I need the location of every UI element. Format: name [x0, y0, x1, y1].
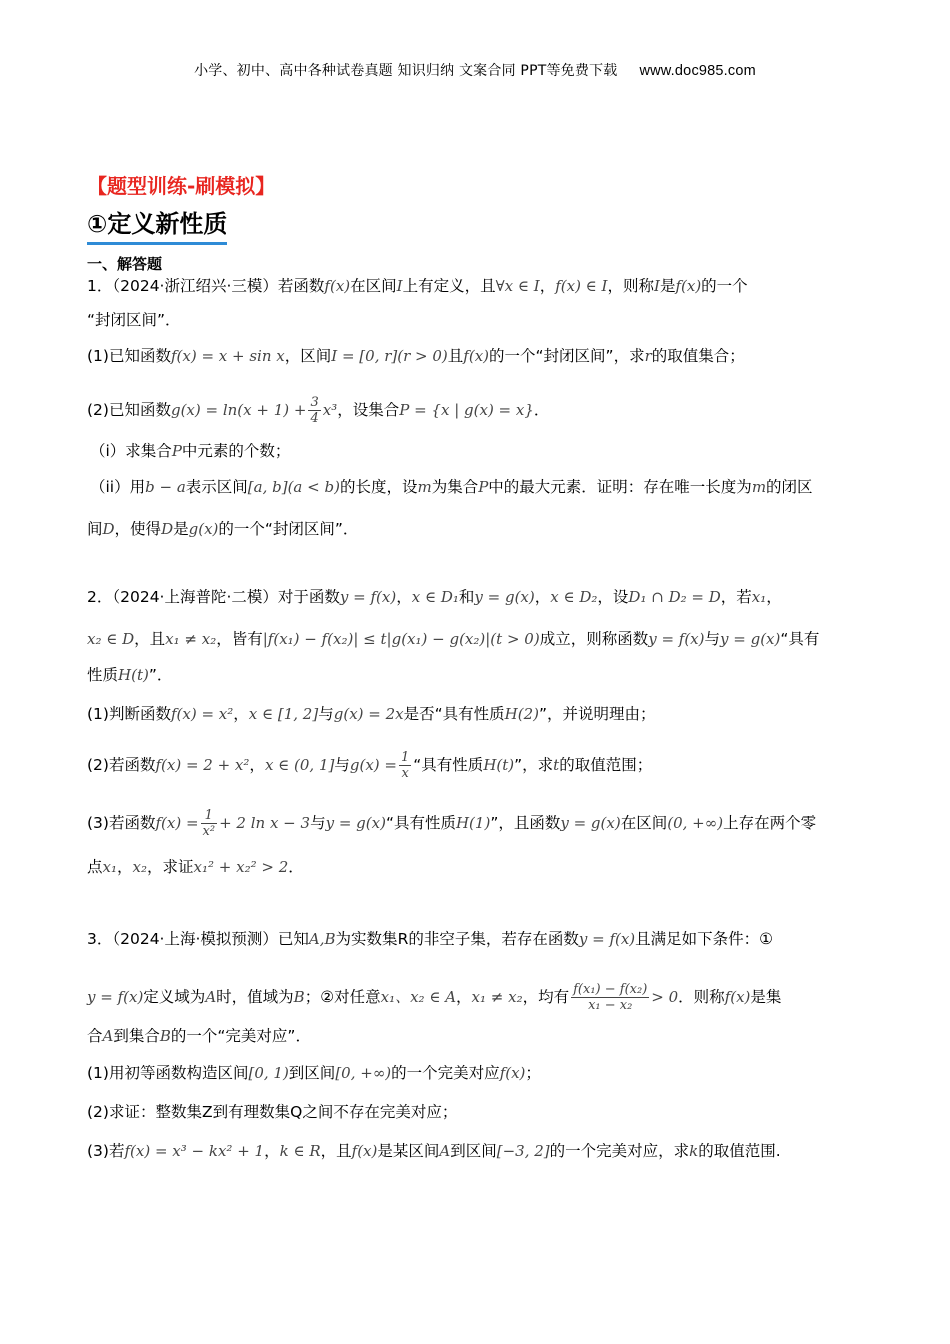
q3-text: ， — [456, 988, 472, 1006]
denominator: x² — [202, 824, 216, 839]
q2-text: 点 — [87, 858, 103, 876]
q2-text: 性质 — [87, 666, 119, 684]
q1-text: ，设集合 — [337, 401, 400, 419]
q2-text: 和 — [458, 588, 475, 606]
q1-text: (2)已知函数 — [87, 401, 171, 419]
math: x₁ ≠ x₂ — [165, 630, 217, 648]
q1-text: ，区间 — [284, 347, 332, 365]
denominator: x — [401, 766, 409, 781]
q1-text: （i）求集合 — [90, 442, 172, 460]
q2-text: (1)判断函数 — [87, 705, 171, 723]
q3-text: (3)若 — [87, 1142, 125, 1160]
math: f(x) — [499, 1064, 526, 1082]
math: + 2 ln x − 3 — [219, 814, 311, 832]
math: Q — [290, 1103, 303, 1121]
q3-text: 的一个完美对应 — [391, 1064, 500, 1082]
q3-text: 是集 — [750, 988, 782, 1006]
math: Z — [201, 1103, 213, 1121]
q1-text: 是 — [659, 277, 676, 295]
q1-text: 上有定义，且 — [402, 277, 496, 295]
math: f(x) = — [155, 814, 199, 832]
q3-text: 的取值范围. — [698, 1142, 781, 1160]
math: r — [644, 347, 652, 365]
math: f(x) — [675, 277, 702, 295]
q1-text: 是 — [173, 520, 189, 538]
math: f(x) — [324, 277, 351, 295]
q2-line-3 — [87, 664, 172, 686]
math: y = f(x) — [648, 630, 705, 648]
math: x₁ ≠ x₂ — [471, 988, 523, 1006]
math: k ∈ R — [279, 1142, 321, 1160]
math: A — [102, 1027, 114, 1045]
q1-text: ，使得 — [114, 520, 162, 538]
numerator: f(x₁) − f(x₂) — [573, 982, 648, 997]
q3-text: 到集合 — [113, 1027, 160, 1045]
q1-text: ， — [539, 277, 556, 295]
math: m — [417, 478, 432, 496]
math: A — [205, 988, 217, 1006]
q2-text: 与 — [704, 630, 721, 648]
q2-text: ，皆有 — [216, 630, 263, 648]
q1-line-2: “封闭区间”． — [87, 311, 181, 329]
math: k — [689, 1142, 699, 1160]
math: b − a — [145, 478, 186, 496]
q1-text: 的取值集合； — [651, 347, 745, 365]
math: g(x) — [188, 520, 219, 538]
math: t — [553, 756, 560, 774]
q3-text: (2)求证：整数集 — [87, 1103, 202, 1121]
math: f(x) = x + sin x — [170, 347, 285, 365]
math: y = g(x) — [560, 814, 621, 832]
q3-text: 之间不存在完美对应； — [302, 1103, 458, 1121]
math: g(x) = ln(x + 1) + — [170, 401, 307, 419]
q2-text: ， — [396, 588, 412, 606]
question-type: 一、解答题 — [87, 255, 163, 273]
math: f(x) — [463, 347, 490, 365]
q1-text: 且 — [447, 347, 464, 365]
math: B — [293, 988, 305, 1006]
q3-text: 是某区间 — [377, 1142, 440, 1160]
math: D — [161, 520, 174, 538]
q1-text: 的长度，设 — [339, 478, 418, 496]
math: [0, 1) — [248, 1064, 289, 1082]
math: H(t) — [118, 666, 149, 684]
q1-part-2-ii-cont — [87, 518, 358, 540]
q2-part-3-cont — [87, 856, 304, 878]
q2-text: (2)若函数 — [87, 756, 156, 774]
q1-text: 表示区间 — [185, 478, 248, 496]
q2-text: 2．（2024·上海普陀·二模）对于函数 — [87, 588, 340, 606]
math: f(x) = 2 + x² — [155, 756, 250, 774]
q2-text: ， — [117, 858, 133, 876]
q3-part-1 — [87, 1062, 541, 1084]
q3-line-3 — [87, 1025, 311, 1047]
q2-text: ， — [249, 756, 265, 774]
q3-text: 的一个完美对应，求 — [549, 1142, 690, 1160]
math: A — [439, 1142, 451, 1160]
q2-text: ，且 — [134, 630, 166, 648]
q1-text: (1)已知函数 — [87, 347, 171, 365]
q1-text: 中的最大元素．证明：存在唯一长度为 — [488, 478, 752, 496]
math: A,B — [308, 930, 336, 948]
q3-part-2 — [87, 1101, 457, 1123]
q1-part-2 — [87, 395, 549, 426]
q1-text: （ii）用 — [90, 478, 146, 496]
q3-line-2 — [87, 982, 781, 1013]
q2-text: ， — [534, 588, 551, 606]
q2-part-2 — [87, 750, 652, 781]
math: [a, b](a < b) — [247, 478, 340, 496]
math: x₁、x₂ ∈ A — [380, 988, 457, 1006]
fraction — [201, 808, 218, 839]
numerator: 3 — [310, 395, 319, 410]
q2-text: ， — [233, 705, 249, 723]
subtitle: ①定义新性质 — [87, 204, 227, 245]
q1-part-2-ii — [90, 476, 813, 498]
math: m — [751, 478, 767, 496]
math: x³ — [322, 401, 338, 419]
q2-text: ”，求 — [514, 756, 554, 774]
math: D — [102, 520, 115, 538]
math: |f(x₁) − f(x₂)| ≤ t|g(x₁) − g(x₂)|(t > 0) — [262, 630, 540, 648]
q3-text: 3．（2024·上海·模拟预测）已知 — [87, 930, 309, 948]
q2-text: ”． — [148, 666, 173, 684]
fraction — [308, 395, 320, 426]
q2-text: ，若 — [720, 588, 752, 606]
math: x₁ — [102, 858, 117, 876]
q2-text: (3)若函数 — [87, 814, 156, 832]
math: x ∈ (0, 1] — [264, 756, 335, 774]
q1-part-2-i — [90, 440, 290, 462]
q3-text: ．则称 — [678, 988, 725, 1006]
q1-line-1 — [87, 275, 748, 297]
q3-text: 定义域为 — [143, 988, 206, 1006]
header-text: 小学、初中、高中各种试卷真题 知识归纳 文案合同 PPT等免费下载 — [194, 63, 618, 79]
math: D₁ ∩ D₂ = D — [628, 588, 721, 606]
math: x ∈ D₁ — [411, 588, 459, 606]
q3-text: 到区间 — [450, 1142, 497, 1160]
q2-text: 成立，则称函数 — [539, 630, 649, 648]
q3-part-3 — [87, 1140, 781, 1162]
math: y = f(x) — [87, 988, 144, 1006]
math: P — [478, 478, 489, 496]
q1-text: 为集合 — [431, 478, 479, 496]
math: I — [396, 277, 403, 295]
q2-text: ”，且函数 — [490, 814, 561, 832]
math: ∀x ∈ I — [495, 277, 540, 295]
math: x₂ — [132, 858, 147, 876]
math: y = g(x) — [325, 814, 386, 832]
math: H(1) — [455, 814, 491, 832]
header-site[interactable]: www.doc985.com — [639, 63, 756, 79]
math: [0, +∞) — [335, 1064, 392, 1082]
q1-text: 间 — [87, 520, 103, 538]
math: f(x) = x³ − kx² + 1 — [124, 1142, 265, 1160]
math: H(t) — [483, 756, 515, 774]
math: I = [0, r](r > 0) — [331, 347, 448, 365]
math: R — [397, 930, 409, 948]
q3-text: 为实数集 — [335, 930, 398, 948]
math: x ∈ D₂ — [550, 588, 598, 606]
q2-text: “具有 — [780, 630, 820, 648]
q1-text: 在区间 — [350, 277, 397, 295]
q2-text: 是否“具有性质 — [403, 705, 505, 723]
q3-text: ；②对任意 — [304, 988, 381, 1006]
q1-text: 1．（2024·浙江绍兴·三模）若函数 — [87, 277, 325, 295]
q3-text: ，均有 — [522, 988, 570, 1006]
q1-text: ，则称 — [607, 277, 654, 295]
q3-text: 合 — [87, 1027, 103, 1045]
math: y = g(x) — [720, 630, 781, 648]
q2-text: 在区间 — [620, 814, 668, 832]
q1-text: 中元素的个数； — [181, 442, 291, 460]
denominator: 4 — [310, 411, 319, 426]
q3-text: ，且 — [320, 1142, 352, 1160]
q2-text: 与 — [310, 814, 326, 832]
q2-line-1 — [87, 586, 782, 608]
math: y = f(x) — [578, 930, 636, 948]
math: y = g(x) — [474, 588, 535, 606]
math: g(x) = 2x — [333, 705, 404, 723]
q2-text: “具有性质 — [385, 814, 456, 832]
q3-text: 到有理数集 — [212, 1103, 291, 1121]
q1-part-1 — [87, 345, 745, 367]
page-header — [0, 60, 950, 80]
q2-text: 的取值范围； — [559, 756, 653, 774]
numerator: 1 — [401, 750, 410, 765]
q3-text: (1)用初等函数构造区间 — [87, 1064, 249, 1082]
math: f(x) = x² — [170, 705, 234, 723]
math: g(x) = — [349, 756, 397, 774]
q3-text: 的非空子集，若存在函数 — [408, 930, 579, 948]
math: x ∈ [1, 2] — [248, 705, 319, 723]
q2-text: ， — [766, 588, 782, 606]
section-title: 【题型训练-刷模拟】 — [87, 174, 276, 198]
math: x₂ ∈ D — [87, 630, 135, 648]
q3-text: 的一个“完美对应”． — [170, 1027, 311, 1045]
q2-part-3 — [87, 808, 816, 839]
q2-text: ，求证 — [147, 858, 194, 876]
math: (0, +∞) — [667, 814, 724, 832]
q2-text: “具有性质 — [413, 756, 484, 774]
q2-part-1 — [87, 703, 656, 725]
q2-text: 与 — [318, 705, 334, 723]
math: f(x) — [351, 1142, 378, 1160]
math: f(x) — [724, 988, 751, 1006]
math: P = {x | g(x) = x} — [399, 401, 534, 419]
math: P — [171, 442, 182, 460]
q2-text: 上存在两个零 — [723, 814, 817, 832]
q1-text: 的一个 — [701, 277, 748, 295]
q2-text: ，设 — [597, 588, 629, 606]
fraction — [399, 750, 411, 781]
math: B — [159, 1027, 171, 1045]
math: I — [654, 277, 660, 295]
q2-text: 与 — [334, 756, 350, 774]
q3-text: 到区间 — [288, 1064, 336, 1082]
q2-line-2 — [87, 628, 819, 650]
q1-text: 的一个“封闭区间”，求 — [489, 347, 645, 365]
q1-text: ． — [533, 401, 550, 419]
q2-text: ”，并说明理由； — [538, 705, 656, 723]
math: [−3, 2] — [496, 1142, 550, 1160]
numerator: 1 — [201, 808, 218, 824]
q3-text: ， — [264, 1142, 280, 1160]
math: f(x) ∈ I — [555, 277, 608, 295]
q1-text: 的闭区 — [766, 478, 813, 496]
q3-text: 时，值域为 — [216, 988, 294, 1006]
q3-text: ； — [525, 1064, 541, 1082]
math: > 0 — [651, 988, 679, 1006]
denominator: x₁ − x₂ — [588, 998, 633, 1013]
math: x₁² + x₂² > 2 — [193, 858, 289, 876]
fraction — [571, 982, 649, 1013]
q3-line-1 — [87, 928, 773, 950]
math: x₁ — [751, 588, 767, 606]
q3-text: 且满足如下条件：① — [635, 930, 774, 948]
math: y = f(x) — [339, 588, 397, 606]
q2-text: ． — [288, 858, 304, 876]
q1-text: 的一个“封闭区间”． — [218, 520, 359, 538]
math: H(2) — [504, 705, 539, 723]
